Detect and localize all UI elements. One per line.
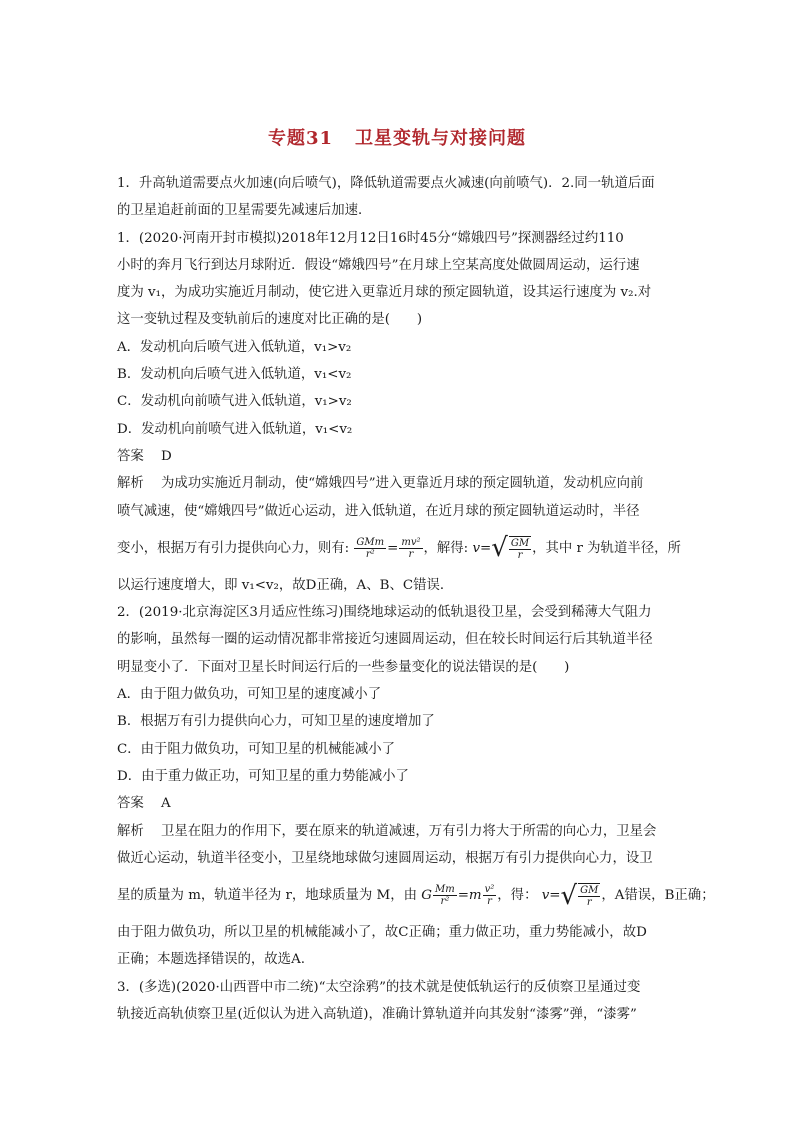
- q2-eq1-lhs: $\frac{Mm}{\text{r²}}$: [434, 884, 455, 908]
- analysis-label: 解析: [117, 476, 144, 492]
- q2-analysis-formula-line: 星的质量为 m，轨道半径为 r，地球质量为 M，由 G $\frac{Mm}{\text{r²}}$ =m $\frac{\text{v²}}{r}$ ，得： v=√ $\frac{GM}{r}$ ，A错误，B正确；: [117, 880, 715, 911]
- q1-analysis-line: 以运行速度增大，即 v₁<v₂，故D正确，A、B、C错误．: [117, 577, 454, 593]
- q2-analysis-line: 由于阻力做负功，所以卫星的机械能减小了，故C正确；重力做正功，重力势能减小，故D: [117, 925, 647, 941]
- q2-answer: [117, 790, 685, 817]
- intro-line: 1．升高轨道需要点火加速(向后喷气)，降低轨道需要点火减速(向前喷气)．2.同一轨道后面: [117, 176, 655, 191]
- answer-label: 答案: [117, 796, 144, 812]
- document-body: [117, 170, 715, 1028]
- q2-option-d: D．由于重力做正功，可知卫星的重力势能减小了: [117, 768, 409, 784]
- q2-eq2-sqrt: √ $\frac{GM}{r}$: [560, 880, 599, 911]
- q1-answer: [117, 443, 685, 470]
- q1-stem-line: 度为 v₁，为成功实施近月制动，使它进入更靠近月球的预定圆轨道，设其运行速度为 v₂.对: [117, 285, 652, 301]
- q2-option-b: B．根据万有引力提供向心力，可知卫星的速度增加了: [117, 714, 435, 730]
- q2-stem-line: 的影响，虽然每一圈的运动情况都非常接近匀速圆周运动，但在较长时间运行后其轨道半径: [117, 632, 653, 648]
- title-main: 卫星变轨与对接问题: [355, 128, 527, 149]
- q1-eq1-lhs: $\frac{\text{GMm}}{\text{r²}}$: [356, 536, 385, 560]
- q2-option-c: C．由于阻力做负功，可知卫星的机械能减小了: [117, 741, 396, 757]
- analysis-label: 解析: [117, 823, 144, 839]
- q1-option-d: D．发动机向前喷气进入低轨道，v₁<v₂: [117, 421, 353, 437]
- q1-eq1-rhs: $\frac{\text{mv²}}{r}$: [401, 536, 421, 560]
- q2-analysis-line: 解析 卫星在阻力的作用下，要在原来的轨道减速，万有引力将大于所需的向心力，卫星会: [117, 818, 685, 845]
- q1-analysis-line: 解析 为成功实施近月制动，使“嫦娥四号”进入更靠近月球的预定圆轨道，发动机应向前: [117, 470, 685, 497]
- q2-stem-line: 明显变小了．下面对卫星长时间运行后的一些参量变化的说法错误的是( ): [117, 659, 570, 675]
- answer-label: 答案: [117, 448, 144, 464]
- q1-analysis-line: 喷气减速，使“嫦娥四号”做近心运动，进入低轨道，在近月球的预定圆轨道运动时，半径: [117, 503, 640, 519]
- q1-analysis-formula-line: 变小，根据万有引力提供向心力，则有: $\frac{\text{GMm}}{\text{r²}}$ = $\frac{\text{mv²}}{r}$ ，解得: v=√ $\frac{GM}{r}$ ，其中 r 为轨道半径，所: [117, 533, 681, 564]
- intro-line: 的卫星追赶前面的卫星需要先减速后加速．: [117, 203, 372, 219]
- q1-option-b: B．发动机向后喷气进入低轨道，v₁<v₂: [117, 367, 352, 383]
- q1-eq2-sqrt: √ $\frac{GM}{r}$: [491, 533, 530, 564]
- q2-analysis-line: 正确；本题选择错误的，故选A.: [117, 952, 306, 968]
- answer-value: D: [161, 448, 172, 464]
- q2-analysis-line: 做近心运动，轨道半径变小，卫星绕地球做匀速圆周运动，根据万有引力提供向心力，设卫: [117, 850, 653, 866]
- title-prefix: 专题31: [267, 128, 334, 149]
- q1-option-a: A．发动机向后喷气进入低轨道，v₁>v₂: [117, 339, 352, 355]
- q2-eq1-rhs: $\frac{\text{v²}}{r}$: [484, 884, 495, 908]
- q3-stem-line: 轨接近高轨侦察卫星(近似认为进入高轨道)，准确计算轨道并向其发射“漆雾”弹，“漆雾”: [117, 1007, 637, 1023]
- page-title: [0, 124, 794, 150]
- q1-stem-line: 小时的奔月飞行到达月球附近．假设“嫦娥四号”在月球上空某高度处做圆周运动，运行速: [117, 257, 640, 273]
- q1-stem-line: 这一变轨过程及变轨前后的速度对比正确的是( ): [117, 312, 423, 328]
- answer-value: A: [161, 796, 171, 812]
- q1-stem-line: 1．(2020·河南开封市模拟)2018年12月12日16时45分“嫦娥四号”探测器经过约110: [117, 230, 624, 246]
- q1-option-c: C．发动机向前喷气进入低轨道，v₁>v₂: [117, 394, 352, 410]
- q2-option-a: A．由于阻力做负功，可知卫星的速度减小了: [117, 687, 382, 703]
- q2-stem-line: 2．(2019·北京海淀区3月适应性练习)围绕地球运动的低轨退役卫星，会受到稀薄大气阻力: [117, 605, 652, 621]
- q3-stem-line: 3．(多选)(2020·山西晋中市二统)“太空涂鸦”的技术就是使低轨运行的反侦察卫星通过变: [117, 979, 641, 995]
